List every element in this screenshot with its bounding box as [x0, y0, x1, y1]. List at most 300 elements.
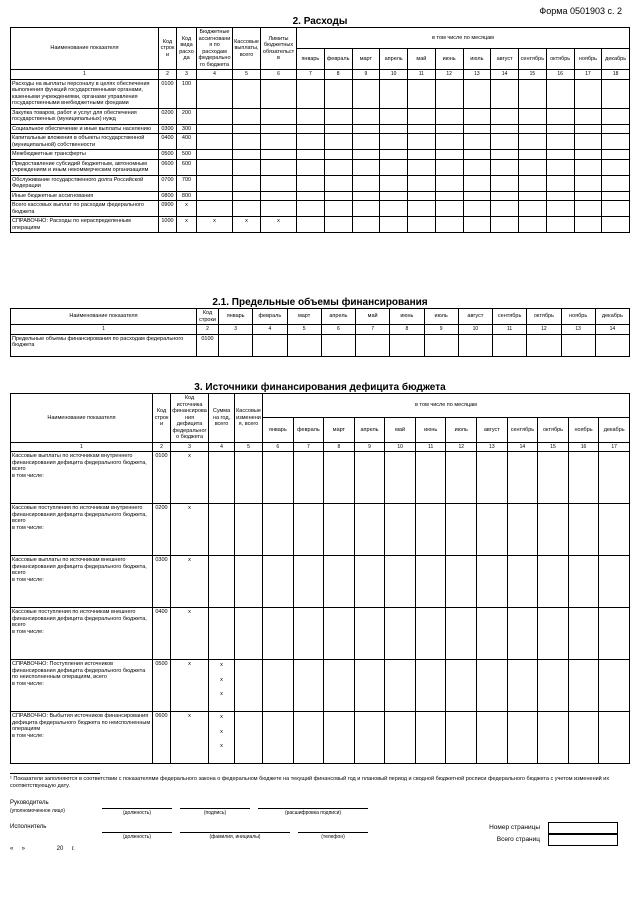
value-cell[interactable] [477, 452, 508, 504]
cash-cell[interactable] [233, 124, 261, 134]
value-cell[interactable] [356, 334, 390, 356]
value-cell[interactable] [491, 108, 519, 124]
col-index: 4 [197, 70, 233, 80]
value-cell[interactable] [599, 712, 630, 764]
value-cell[interactable] [477, 608, 508, 660]
year-sum-cell[interactable] [209, 452, 235, 504]
value-cell[interactable] [546, 108, 574, 124]
row-name: Социальное обеспечение и иные выплаты населению [11, 124, 159, 134]
value-cell[interactable] [408, 134, 436, 150]
row-code: 0500 [159, 150, 177, 160]
value-cell[interactable] [446, 452, 477, 504]
value-cell[interactable] [415, 452, 446, 504]
value-cell[interactable] [602, 175, 630, 191]
value-cell[interactable] [324, 452, 355, 504]
source-code-cell[interactable]: x [171, 452, 209, 504]
value-cell[interactable] [380, 150, 408, 160]
value-cell[interactable] [219, 334, 253, 356]
value-cell[interactable] [297, 201, 325, 217]
year-sum-cell[interactable] [209, 556, 235, 608]
section-expenses [10, 16, 630, 233]
value-cell[interactable] [435, 159, 463, 175]
value-cell[interactable] [408, 79, 436, 108]
row-vr: 400 [177, 134, 197, 150]
value-cell[interactable] [263, 556, 294, 608]
value-cell[interactable] [297, 108, 325, 124]
value-cell[interactable] [519, 108, 547, 124]
value-cell[interactable] [390, 334, 424, 356]
value-cell[interactable] [293, 660, 324, 712]
value-cell[interactable] [568, 504, 599, 556]
cash-cell[interactable] [233, 150, 261, 160]
month-header: июнь [435, 49, 463, 70]
value-cell[interactable] [324, 191, 352, 201]
table-row [11, 134, 630, 150]
year-sum-cell[interactable] [209, 712, 235, 764]
value-cell[interactable] [463, 134, 491, 150]
row-sub-text: в том числе: [12, 732, 44, 739]
value-cell[interactable] [352, 124, 380, 134]
value-cell[interactable] [463, 175, 491, 191]
value-cell[interactable] [574, 201, 602, 217]
value-cell[interactable] [574, 124, 602, 134]
value-cell[interactable] [435, 175, 463, 191]
value-cell[interactable] [599, 452, 630, 504]
value-cell[interactable] [352, 108, 380, 124]
value-cell[interactable] [435, 124, 463, 134]
value-cell[interactable] [380, 201, 408, 217]
col-header-name: Наименование показателя [11, 28, 159, 70]
value-cell[interactable] [477, 660, 508, 712]
value-cell[interactable] [538, 712, 569, 764]
value-cell[interactable] [380, 108, 408, 124]
budget-cell[interactable] [197, 159, 233, 175]
value-cell[interactable] [324, 79, 352, 108]
value-cell[interactable] [385, 556, 416, 608]
executor-fio-line[interactable] [180, 824, 290, 833]
value-cell[interactable] [415, 556, 446, 608]
value-cell[interactable] [297, 150, 325, 160]
value-cell[interactable] [463, 201, 491, 217]
value-cell[interactable] [435, 150, 463, 160]
source-code-cell[interactable]: x [171, 712, 209, 764]
col-index: 13 [477, 442, 508, 452]
month-header: июль [463, 49, 491, 70]
value-cell[interactable] [415, 504, 446, 556]
value-cell[interactable] [602, 134, 630, 150]
table-row [11, 504, 630, 556]
cash-changes-cell[interactable] [235, 452, 263, 504]
limits-cell[interactable] [261, 191, 297, 201]
value-cell[interactable] [324, 217, 352, 233]
budget-cell[interactable] [197, 191, 233, 201]
year-sum-cell[interactable] [209, 660, 235, 712]
head-signature-line[interactable] [180, 800, 250, 809]
value-cell[interactable] [599, 504, 630, 556]
cash-changes-cell[interactable] [235, 556, 263, 608]
value-cell[interactable] [599, 556, 630, 608]
value-cell[interactable] [352, 175, 380, 191]
value-cell[interactable] [527, 334, 561, 356]
table-row [11, 608, 630, 660]
value-cell[interactable] [321, 334, 355, 356]
value-cell[interactable] [519, 191, 547, 201]
year-sum-cell[interactable] [209, 504, 235, 556]
source-code-cell[interactable]: x [171, 556, 209, 608]
value-cell[interactable] [568, 608, 599, 660]
row-sub-text: в том числе: [12, 680, 44, 687]
value-cell[interactable] [297, 79, 325, 108]
value-cell[interactable] [519, 150, 547, 160]
value-cell[interactable] [477, 712, 508, 764]
value-cell[interactable] [458, 334, 492, 356]
value-cell[interactable] [519, 79, 547, 108]
col-index: 6 [263, 442, 294, 452]
value-cell[interactable] [380, 175, 408, 191]
row-code: 0700 [159, 175, 177, 191]
value-cell[interactable] [546, 79, 574, 108]
value-cell[interactable] [602, 150, 630, 160]
value-cell[interactable] [293, 712, 324, 764]
value-cell[interactable] [463, 150, 491, 160]
value-cell[interactable] [507, 452, 538, 504]
cash-cell[interactable] [233, 175, 261, 191]
value-cell[interactable] [380, 134, 408, 150]
col-index: 1 [11, 325, 197, 335]
value-cell[interactable] [538, 556, 569, 608]
row-name-text: Кассовые выплаты по источникам внутреннего финансирования дефицита федерального бюджета, всего [12, 453, 147, 472]
source-code-cell[interactable]: x [171, 608, 209, 660]
executor-phone-line[interactable] [298, 824, 368, 833]
value-cell[interactable] [491, 191, 519, 201]
value-cell[interactable] [385, 712, 416, 764]
budget-cell[interactable] [197, 175, 233, 191]
value-cell[interactable] [324, 175, 352, 191]
budget-cell[interactable] [197, 150, 233, 160]
value-cell[interactable] [595, 334, 629, 356]
executor-position-line[interactable] [102, 824, 172, 833]
value-cell[interactable] [463, 217, 491, 233]
value-cell[interactable] [385, 504, 416, 556]
value-cell[interactable] [385, 452, 416, 504]
col-index: 8 [390, 325, 424, 335]
value-cell[interactable] [354, 660, 385, 712]
head-position-line[interactable] [102, 800, 172, 809]
value-cell[interactable] [293, 608, 324, 660]
value-cell[interactable] [408, 159, 436, 175]
value-cell[interactable] [519, 201, 547, 217]
value-cell[interactable] [354, 504, 385, 556]
cash-cell[interactable] [233, 79, 261, 108]
limits-cell[interactable] [261, 79, 297, 108]
value-cell[interactable] [297, 159, 325, 175]
value-cell[interactable] [324, 134, 352, 150]
value-cell[interactable] [415, 608, 446, 660]
value-cell[interactable] [435, 217, 463, 233]
value-cell[interactable] [446, 660, 477, 712]
value-cell[interactable] [380, 124, 408, 134]
value-cell[interactable] [263, 452, 294, 504]
value-cell[interactable] [568, 556, 599, 608]
value-cell[interactable] [507, 608, 538, 660]
value-cell[interactable] [352, 191, 380, 201]
value-cell[interactable] [574, 191, 602, 201]
limits-cell[interactable] [261, 175, 297, 191]
col-index: 2 [197, 325, 219, 335]
value-cell[interactable] [507, 556, 538, 608]
row-sub-text: в том числе: [12, 524, 44, 531]
value-cell[interactable] [297, 134, 325, 150]
value-cell[interactable] [538, 608, 569, 660]
value-cell[interactable] [287, 334, 321, 356]
value-cell[interactable] [446, 608, 477, 660]
value-cell[interactable] [263, 504, 294, 556]
value-cell[interactable] [324, 150, 352, 160]
value-cell[interactable] [352, 150, 380, 160]
value-cell[interactable] [380, 217, 408, 233]
month-header: август [458, 309, 492, 325]
value-cell[interactable] [599, 608, 630, 660]
value-cell[interactable] [263, 608, 294, 660]
value-cell[interactable] [293, 556, 324, 608]
budget-cell[interactable] [197, 201, 233, 217]
limits-cell[interactable] [261, 124, 297, 134]
value-cell[interactable] [519, 124, 547, 134]
month-header: март [287, 309, 321, 325]
value-cell[interactable] [253, 334, 287, 356]
value-cell[interactable] [263, 660, 294, 712]
cash-cell[interactable] [233, 134, 261, 150]
date-field[interactable]: « » 20 г. [10, 846, 75, 852]
value-cell[interactable] [463, 124, 491, 134]
source-code-cell[interactable]: x [171, 504, 209, 556]
value-cell[interactable] [491, 217, 519, 233]
col-index: 9 [352, 70, 380, 80]
cash-cell[interactable]: x [233, 217, 261, 233]
month-header: октябрь [546, 49, 574, 70]
value-cell[interactable] [354, 712, 385, 764]
value-cell[interactable] [538, 660, 569, 712]
value-cell[interactable] [599, 660, 630, 712]
limits-cell[interactable] [261, 108, 297, 124]
col-index: 12 [435, 70, 463, 80]
value-cell[interactable] [574, 79, 602, 108]
limits-cell[interactable]: x [261, 217, 297, 233]
value-cell[interactable] [574, 150, 602, 160]
cash-changes-cell[interactable] [235, 504, 263, 556]
value-cell[interactable] [519, 217, 547, 233]
budget-cell[interactable]: x [197, 217, 233, 233]
value-cell[interactable] [408, 175, 436, 191]
value-cell[interactable] [602, 191, 630, 201]
value-cell[interactable] [463, 159, 491, 175]
value-cell[interactable] [380, 159, 408, 175]
source-code-cell[interactable]: x [171, 660, 209, 712]
value-cell[interactable] [602, 217, 630, 233]
value-cell[interactable] [602, 79, 630, 108]
value-cell[interactable] [324, 159, 352, 175]
value-cell[interactable] [408, 150, 436, 160]
value-cell[interactable] [568, 452, 599, 504]
value-cell[interactable] [477, 504, 508, 556]
value-cell[interactable] [491, 124, 519, 134]
value-cell[interactable] [435, 191, 463, 201]
limits-cell[interactable] [261, 201, 297, 217]
value-cell[interactable] [354, 608, 385, 660]
value-cell[interactable] [352, 159, 380, 175]
value-cell[interactable] [519, 134, 547, 150]
budget-cell[interactable] [197, 108, 233, 124]
value-cell[interactable] [519, 175, 547, 191]
value-cell[interactable] [491, 150, 519, 160]
value-cell[interactable] [463, 79, 491, 108]
value-cell[interactable] [561, 334, 595, 356]
row-code: 1000 [159, 217, 177, 233]
value-cell[interactable] [324, 108, 352, 124]
value-cell[interactable] [408, 201, 436, 217]
value-cell[interactable] [293, 452, 324, 504]
value-cell[interactable] [446, 504, 477, 556]
value-cell[interactable] [415, 712, 446, 764]
value-cell[interactable] [568, 660, 599, 712]
value-cell[interactable] [385, 608, 416, 660]
value-cell[interactable] [546, 124, 574, 134]
value-cell[interactable] [507, 660, 538, 712]
value-cell[interactable] [263, 712, 294, 764]
value-cell[interactable] [546, 150, 574, 160]
year-sum-cell[interactable] [209, 608, 235, 660]
value-cell[interactable] [574, 159, 602, 175]
value-cell[interactable] [602, 159, 630, 175]
value-cell[interactable] [493, 334, 527, 356]
cash-cell[interactable] [233, 159, 261, 175]
value-cell[interactable] [574, 134, 602, 150]
value-cell[interactable] [415, 660, 446, 712]
limits-cell[interactable] [261, 159, 297, 175]
page-number-label: Номер страницы [489, 824, 540, 831]
value-cell[interactable] [380, 79, 408, 108]
value-cell[interactable] [602, 124, 630, 134]
value-cell[interactable] [435, 108, 463, 124]
value-cell[interactable] [408, 191, 436, 201]
section-deficit-sources-title: 3. Источники финансирования дефицита бюджета [194, 382, 446, 393]
value-cell[interactable] [435, 134, 463, 150]
value-cell[interactable] [491, 134, 519, 150]
value-cell[interactable] [352, 79, 380, 108]
limits-cell[interactable] [261, 150, 297, 160]
value-cell[interactable] [574, 217, 602, 233]
value-cell[interactable] [546, 217, 574, 233]
value-cell[interactable] [424, 334, 458, 356]
value-cell[interactable] [293, 504, 324, 556]
value-cell[interactable] [324, 660, 355, 712]
value-cell[interactable] [491, 159, 519, 175]
value-cell[interactable] [408, 124, 436, 134]
value-cell[interactable] [408, 108, 436, 124]
value-cell[interactable] [574, 108, 602, 124]
value-cell[interactable] [546, 159, 574, 175]
cash-cell[interactable] [233, 201, 261, 217]
value-cell[interactable] [324, 124, 352, 134]
value-cell[interactable] [546, 175, 574, 191]
value-cell[interactable] [354, 452, 385, 504]
value-cell[interactable] [380, 191, 408, 201]
value-cell[interactable] [352, 134, 380, 150]
value-cell[interactable] [354, 556, 385, 608]
value-cell[interactable] [538, 504, 569, 556]
value-cell[interactable] [324, 504, 355, 556]
value-cell[interactable] [408, 217, 436, 233]
value-cell[interactable] [491, 79, 519, 108]
value-cell[interactable] [297, 124, 325, 134]
head-decode-line[interactable] [258, 800, 368, 809]
cash-changes-cell[interactable] [235, 660, 263, 712]
value-cell[interactable] [546, 134, 574, 150]
month-header: апрель [380, 49, 408, 70]
value-cell[interactable] [519, 159, 547, 175]
table-row [11, 660, 630, 712]
value-cell[interactable] [297, 175, 325, 191]
value-cell[interactable] [297, 217, 325, 233]
value-cell[interactable] [446, 712, 477, 764]
value-cell[interactable] [463, 108, 491, 124]
value-cell[interactable] [446, 556, 477, 608]
limits-cell[interactable] [261, 134, 297, 150]
value-cell[interactable] [324, 201, 352, 217]
value-cell[interactable] [463, 191, 491, 201]
budget-cell[interactable] [197, 134, 233, 150]
value-cell[interactable] [507, 712, 538, 764]
value-cell[interactable] [546, 191, 574, 201]
row-code: 0100 [153, 452, 171, 504]
value-cell[interactable] [491, 175, 519, 191]
value-cell[interactable] [324, 608, 355, 660]
page-number-box[interactable] [548, 822, 618, 834]
value-cell[interactable] [385, 660, 416, 712]
value-cell[interactable] [507, 504, 538, 556]
value-cell[interactable] [352, 201, 380, 217]
cash-cell[interactable] [233, 108, 261, 124]
value-cell[interactable] [538, 452, 569, 504]
value-cell[interactable] [574, 175, 602, 191]
cash-changes-cell[interactable] [235, 712, 263, 764]
budget-cell[interactable] [197, 124, 233, 134]
row-code: 0300 [159, 124, 177, 134]
value-cell[interactable] [491, 201, 519, 217]
cash-changes-cell[interactable] [235, 608, 263, 660]
value-cell[interactable] [435, 79, 463, 108]
cash-cell[interactable] [233, 191, 261, 201]
value-cell[interactable] [568, 712, 599, 764]
budget-cell[interactable] [197, 79, 233, 108]
value-cell[interactable] [324, 712, 355, 764]
table-row [11, 150, 630, 160]
value-cell[interactable] [435, 201, 463, 217]
value-cell[interactable] [297, 191, 325, 201]
month-header: декабрь [595, 309, 629, 325]
value-cell[interactable] [602, 201, 630, 217]
value-cell[interactable] [324, 556, 355, 608]
month-header: март [352, 49, 380, 70]
col-header-year-sum: Сумма на год, всего [209, 394, 235, 443]
value-cell[interactable] [477, 556, 508, 608]
value-cell[interactable] [602, 108, 630, 124]
pages-total-box[interactable] [548, 834, 618, 846]
row-code: 0400 [159, 134, 177, 150]
value-cell[interactable] [352, 217, 380, 233]
value-cell[interactable] [546, 201, 574, 217]
col-index: 17 [599, 442, 630, 452]
